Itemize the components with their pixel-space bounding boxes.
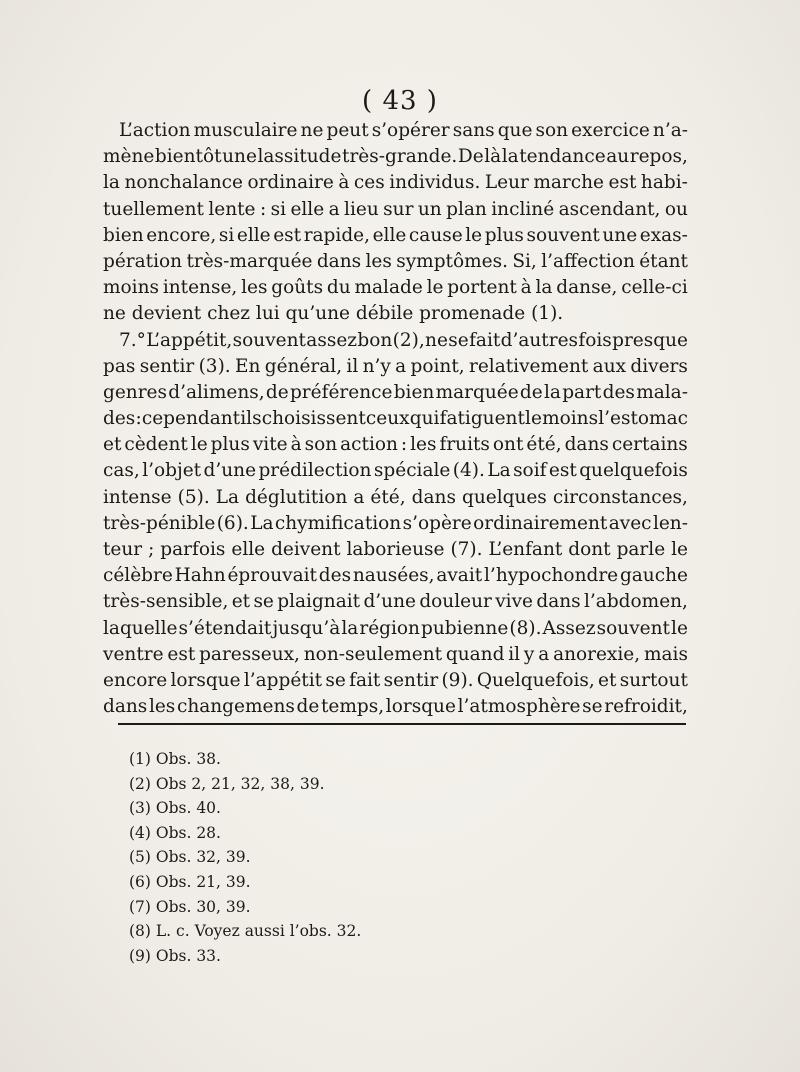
footnotes xyxy=(129,747,529,968)
text-line: encore lorsque l’appétit se fait sentir (9). Quelquefois, et surtout xyxy=(103,669,688,691)
footnote: (8) L. c. Voyez aussi l’obs. 32. xyxy=(129,922,362,941)
text-line: ne devient chez lui qu’une débile promenade (1). xyxy=(103,303,564,325)
text-line: 7.° L’appétit, souvent assez bon (2), ne se fait d’autres fois presque xyxy=(119,329,688,351)
text-line: ventre est paresseux, non-seulement quand il y a anorexie, mais xyxy=(103,643,688,665)
text-line: la nonchalance ordinaire à ces individus. Leur marche est habi- xyxy=(103,172,688,194)
text-line: bien encore, si elle est rapide, elle cause le plus souvent une exas- xyxy=(103,224,688,246)
footnote: (3) Obs. 40. xyxy=(129,799,221,818)
text-line: genres d’alimens, de préférence bien marquée de la part des mala- xyxy=(103,381,688,403)
text-line: pas sentir (3). En général, il n’y a point, relativement aux divers xyxy=(103,355,688,377)
footnote: (5) Obs. 32, 39. xyxy=(129,848,251,867)
footnote: (2) Obs 2, 21, 32, 38, 39. xyxy=(129,774,325,793)
text-line: pération très-marquée dans les symptômes. Si, l’affection étant xyxy=(103,250,688,272)
text-line: tuellement lente : si elle a lieu sur un plan incliné ascendant, ou xyxy=(103,198,688,220)
footnote: (9) Obs. 33. xyxy=(129,946,221,965)
footnote: (6) Obs. 21, 39. xyxy=(129,872,251,891)
text-line: teur ; parfois elle deivent laborieuse (7). L’enfant dont parle le xyxy=(103,539,688,560)
text-line: intense (5). La déglutition a été, dans quelques circonstances, xyxy=(103,486,688,508)
text-line: laquelle s’étendait jusqu’à la région pubienne (8). Assez souvent le xyxy=(103,617,688,639)
text-line: mène bientôt une lassitude très-grande. De là la tendance au repos, xyxy=(103,146,688,168)
text-line: moins intense, les goûts du malade le portent à la danse, celle-ci xyxy=(103,277,688,299)
page-number: ( 43 ) xyxy=(362,86,438,116)
text-line: dans les changemens de temps, lorsque l’atmosphère se refroidit, xyxy=(103,696,688,718)
text-line: très-sensible, et se plaignait d’une douleur vive dans l’abdomen, xyxy=(103,591,688,613)
text-line: des : cependant ils choisissent ceux qui fatiguent le moins l’estomac xyxy=(103,408,688,430)
text-line: cas, l’objet d’une prédilection spéciale (4). La soif est quelquefois xyxy=(103,460,688,482)
text-line: célèbre Hahn éprouvait des nausées, avait l’hypochondre gauche xyxy=(103,565,688,587)
text-line: L’action musculaire ne peut s’opérer sans que son exercice n’a- xyxy=(119,120,688,141)
footnote: (7) Obs. 30, 39. xyxy=(129,897,251,916)
body-text xyxy=(103,118,688,720)
text-line: et cèdent le plus vite à son action : les fruits ont été, dans certains xyxy=(103,434,688,456)
footnote: (4) Obs. 28. xyxy=(129,823,221,842)
footnote-divider xyxy=(118,723,686,725)
text-line: très-pénible (6). La chymification s’opère ordinairement avec len- xyxy=(103,512,688,534)
footnote: (1) Obs. 38. xyxy=(129,750,221,768)
